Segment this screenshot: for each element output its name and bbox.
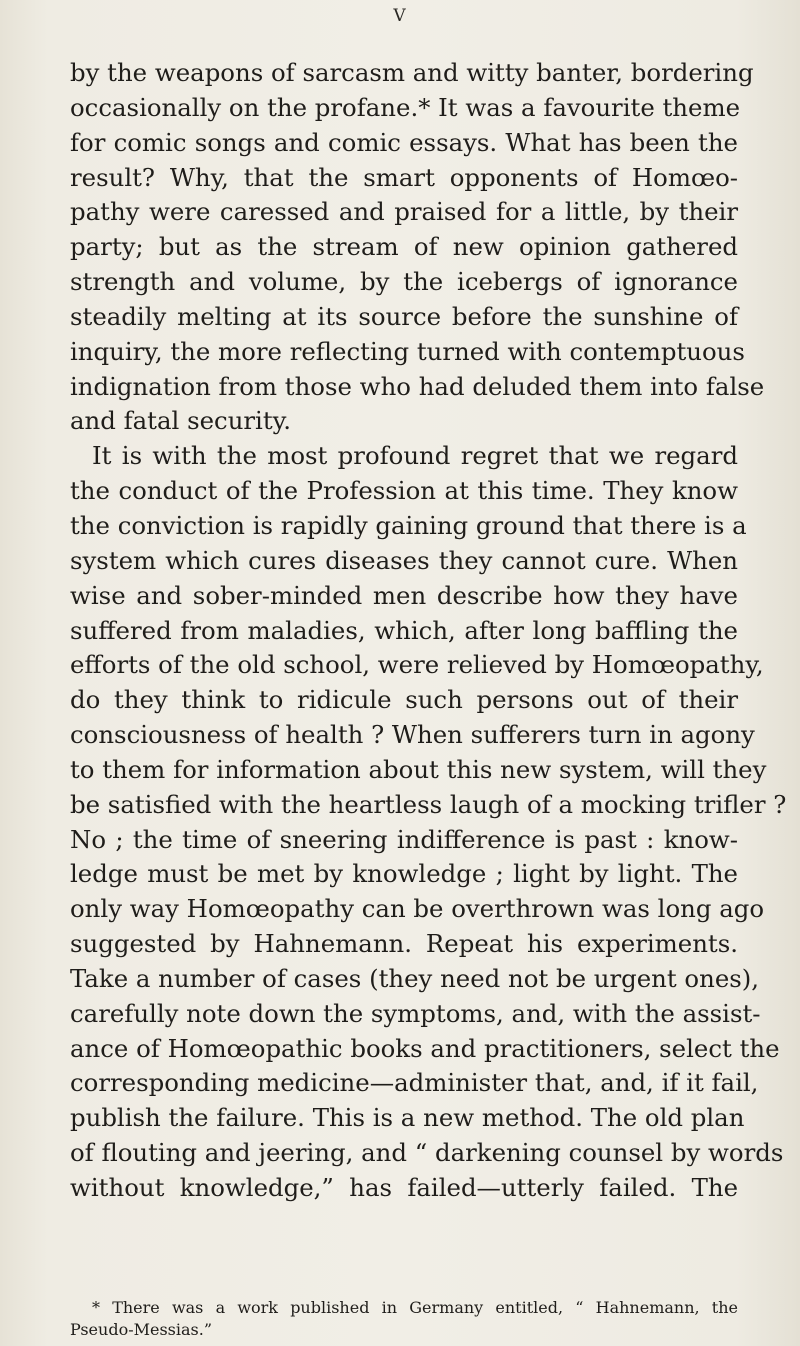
text-line: by the weapons of sarcasm and witty banter, bordering [70,58,754,87]
text-line: efforts of the old school, were relieved by Homœopathy, [70,650,764,680]
text-line: the conviction is rapidly gaining ground that there is a [70,510,747,540]
text-line: consciousness of health ? When sufferers turn in agony [70,720,755,750]
text-line: suffered from maladies, which, after long baffling the [70,615,738,645]
text-line: for comic songs and comic essays. What has been the [70,127,738,157]
text-line: party; but as the stream of new opinion gathered [70,232,738,262]
text-line: occasionally on the profane.* It was a favourite theme [70,92,741,122]
text-line: strength and volume, by the icebergs of ignorance [70,267,738,297]
text-line: ledge must be met by knowledge ; light by light. The [70,859,738,889]
text-line: and fatal security. [70,406,291,436]
text-line: Take a number of cases (they need not be urgent ones), [70,963,760,993]
text-line: of flouting and jeering, and “ darkening counsel by words [70,1138,784,1168]
text-line: pathy were caressed and praised for a little, by their [70,197,738,227]
text-line: corresponding medicine—administer that, and, if it fail, [70,1068,759,1098]
text-line: publish the failure. This is a new method. The old plan [70,1103,745,1133]
text-line: indignation from those who had deluded them into false [70,371,765,401]
footnote-line: Pseudo-Messias.” [70,1320,213,1339]
footnote [70,1297,738,1341]
text-line: It is with the most profound regret that we regard [92,441,738,471]
text-line: do they think to ridicule such persons out of their [70,685,738,715]
text-line: suggested by Hahnemann. Repeat his experiments. [70,929,738,959]
text-line: only way Homœopathy can be overthrown was long ago [70,894,765,924]
text-line: system which cures diseases they cannot cure. When [70,545,738,575]
text-line: carefully note down the symptoms, and, with the assist- [70,998,761,1028]
text-line: the conduct of the Profession at this time. They know [70,476,738,506]
text-line: result? Why, that the smart opponents of Homœo- [70,162,738,192]
footnote-line: * There was a work published in Germany entitled, “ Hahnemann, the [92,1298,738,1317]
text-line: steadily melting at its source before the sunshine of [70,301,738,331]
body-text [70,56,787,1206]
text-line: without knowledge,” has failed—utterly failed. The [70,1173,738,1202]
text-line: inquiry, the more reflecting turned with contemptuous [70,336,745,366]
text-line: No ; the time of sneering indifference is past : know- [70,824,738,854]
text-line: be satisfied with the heartless laugh of a mocking trifler ? [70,789,787,819]
text-line: to them for information about this new system, will they [70,754,767,784]
text-line: wise and sober-minded men describe how they have [70,580,738,610]
text-line: ance of Homœopathic books and practitioners, select the [70,1033,780,1063]
page-number: V [393,6,407,26]
